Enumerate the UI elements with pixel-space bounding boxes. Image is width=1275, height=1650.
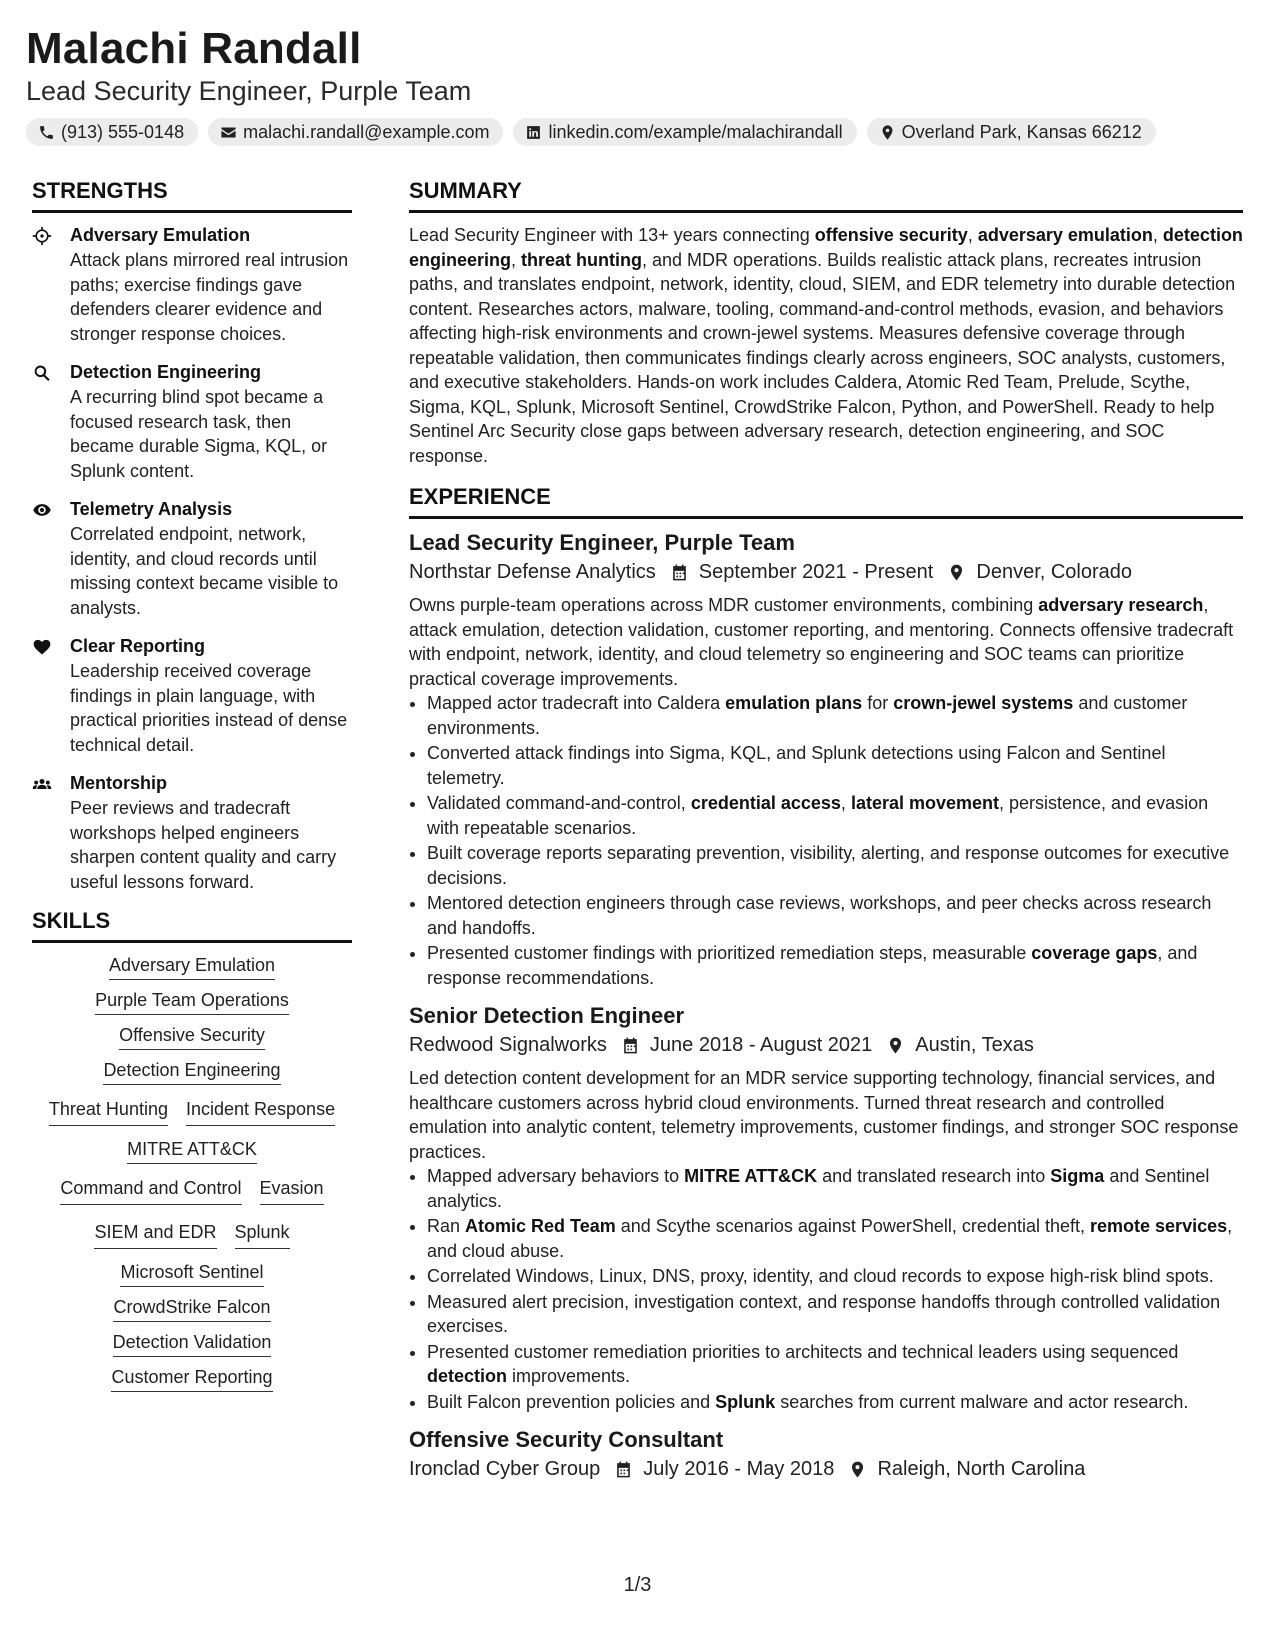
contact-phone[interactable] (26, 118, 198, 146)
job-title: Lead Security Engineer, Purple Team (409, 530, 795, 555)
job-company: Ironclad Cyber Group (409, 1458, 601, 1480)
job-bullets (409, 691, 1243, 990)
job-bullet: • Presented customer findings with prioritized remediation steps, measurable coverage gaps, and response recommendations. (427, 941, 1243, 990)
skill-tag: Detection Validation (113, 1328, 272, 1357)
strength-item (32, 634, 352, 757)
contact-email[interactable] (208, 118, 503, 146)
strength-item (32, 360, 352, 483)
job-bullet: • Mapped adversary behaviors to MITRE ATT&CK and translated research into Sigma and Sentinel analytics. (427, 1164, 1243, 1213)
job-bullet: • Measured alert precision, investigation context, and response handoffs through controlled validation exercises. (427, 1290, 1243, 1339)
skill-tag: Detection Engineering (103, 1056, 280, 1085)
job-company: Northstar Defense Analytics (409, 561, 656, 583)
resume-header (26, 24, 1249, 146)
calendar-icon (614, 1460, 633, 1479)
job-bullet: • Presented customer remediation priorities to architects and technical leaders using sequenced detection improvements. (427, 1340, 1243, 1389)
left-column (32, 178, 352, 1400)
skill-tag: Command and Control (60, 1172, 241, 1205)
contact-linkedin-text: linkedin.com/example/malachirandall (548, 121, 843, 142)
skill-tag: SIEM and EDR (94, 1216, 216, 1249)
skill-tag: Purple Team Operations (95, 986, 289, 1015)
location-pin-icon (879, 124, 896, 141)
job-dates: September 2021 - Present (698, 561, 934, 583)
job-bullet: • Built coverage reports separating prevention, visibility, alerting, and response outcomes for executive decisions. (427, 841, 1243, 890)
job-meta (409, 1454, 1243, 1484)
page-number: 1/3 (623, 1574, 652, 1596)
experience-heading: EXPERIENCE (409, 484, 1243, 519)
job-title: Senior Detection Engineer (409, 1003, 685, 1028)
contact-location-text: Overland Park, Kansas 66212 (901, 121, 1142, 142)
skill-tag: Customer Reporting (111, 1363, 272, 1392)
job-location: Raleigh, North Carolina (877, 1458, 1086, 1480)
calendar-icon (670, 563, 689, 582)
strength-description: Attack plans mirrored real intrusion paths; exercise findings gave defenders clearer evidence and stronger response choices. (70, 250, 349, 344)
strength-title: Detection Engineering (70, 362, 262, 382)
contact-bar (26, 118, 1249, 146)
strength-item (32, 771, 352, 894)
crosshair-icon (32, 226, 52, 246)
strength-title: Adversary Emulation (70, 225, 251, 245)
job-location: Austin, Texas (915, 1034, 1034, 1056)
location-pin-icon (848, 1460, 867, 1479)
location-pin-icon (886, 1036, 905, 1055)
job-description: Owns purple-team operations across MDR customer environments, combining adversary research, attack emulation, detection validation, customer reporting, and mentoring. Connects offensive tradecraft with endpoint, network, identity, and cloud telemetry so engineering and SOC teams can prioritize practical coverage improvements. (409, 595, 1234, 689)
job-location: Denver, Colorado (976, 561, 1133, 583)
skill-tag: Offensive Security (119, 1021, 265, 1050)
users-icon (32, 774, 52, 794)
job-title: Offensive Security Consultant (409, 1427, 724, 1452)
skill-tag: Adversary Emulation (109, 951, 275, 980)
search-icon (32, 363, 52, 383)
skill-tag: Microsoft Sentinel (120, 1258, 263, 1287)
candidate-title: Lead Security Engineer, Purple Team (26, 76, 472, 106)
heart-icon (32, 637, 52, 657)
job-bullet: • Validated command-and-control, credential access, lateral movement, persistence, and evasion with repeatable scenarios. (427, 791, 1243, 840)
job-dates: July 2016 - May 2018 (643, 1458, 835, 1480)
strengths-heading: STRENGTHS (32, 178, 352, 213)
skills-heading: SKILLS (32, 908, 352, 943)
job-bullet: • Mentored detection engineers through case reviews, workshops, and peer checks across research and handoffs. (427, 891, 1243, 940)
eye-icon (32, 500, 52, 520)
job-entry (409, 1002, 1243, 1414)
calendar-icon (621, 1036, 640, 1055)
job-bullet: • Converted attack findings into Sigma, KQL, and Splunk detections using Falcon and Sentinel telemetry. (427, 741, 1243, 790)
skill-tag: Threat Hunting (49, 1093, 168, 1126)
strength-item (32, 497, 352, 620)
contact-location (867, 118, 1156, 146)
envelope-icon (220, 124, 237, 141)
skills-list (32, 953, 352, 1400)
job-meta (409, 1030, 1243, 1060)
job-bullet: • Built Falcon prevention policies and Splunk searches from current malware and actor research. (427, 1390, 1243, 1415)
summary-heading: SUMMARY (409, 178, 1243, 213)
skill-tag: CrowdStrike Falcon (113, 1293, 270, 1322)
job-dates: June 2018 - August 2021 (649, 1034, 873, 1056)
strength-title: Telemetry Analysis (70, 499, 233, 519)
linkedin-icon (525, 124, 542, 141)
contact-linkedin[interactable] (513, 118, 856, 146)
strength-title: Clear Reporting (70, 636, 206, 656)
right-column (409, 178, 1243, 1490)
skill-tag: MITRE ATT&CK (127, 1135, 257, 1164)
skill-tag: Splunk (235, 1216, 290, 1249)
strength-item (32, 223, 352, 346)
job-bullet: • Correlated Windows, Linux, DNS, proxy, identity, and cloud records to expose high-risk blind spots. (427, 1264, 1243, 1289)
contact-phone-text: (913) 555-0148 (61, 121, 185, 142)
strength-description: Leadership received coverage findings in plain language, with practical priorities instead of dense technical detail. (70, 661, 348, 755)
job-entry (409, 1426, 1243, 1484)
phone-icon (38, 124, 55, 141)
skill-tag: Incident Response (186, 1093, 335, 1126)
summary-text: Lead Security Engineer with 13+ years connecting offensive security, adversary emulation, detection engineering, threat hunting, and MDR operations. Builds realistic attack plans, recreates intrusion paths, and translates endpoint, network, identity, cloud, SIEM, and EDR telemetry into durable detection content. Researches actors, malware, tooling, command-and-control methods, evasion, and behaviors affecting high-risk environments and crown-jewel systems. Measures defensive coverage through repeatable validation, then communicates findings clearly across engineers, SOC analysts, customers, and executive stakeholders. Hands-on work includes Caldera, Atomic Red Team, Prelude, Scythe, Sigma, KQL, Splunk, Microsoft Sentinel, CrowdStrike Falcon, Python, and PowerShell. Ready to help Sentinel Arc Security close gaps between adversary research, detection engineering, and SOC response. (409, 225, 1243, 466)
job-bullets (409, 1164, 1243, 1414)
job-meta (409, 557, 1243, 587)
job-company: Redwood Signalworks (409, 1034, 607, 1056)
job-bullet: • Mapped actor tradecraft into Caldera emulation plans for crown-jewel systems and customer environments. (427, 691, 1243, 740)
candidate-name: Malachi Randall (26, 24, 362, 73)
job-bullet: • Ran Atomic Red Team and Scythe scenarios against PowerShell, credential theft, remote services, and cloud abuse. (427, 1214, 1243, 1263)
location-pin-icon (947, 563, 966, 582)
job-entry (409, 529, 1243, 990)
job-description: Led detection content development for an MDR service supporting technology, financial services, and healthcare customers across hybrid cloud environments. Turned threat research and controlled emulation into analytic content, telemetry improvements, customer findings, and stronger SOC response practices. (409, 1068, 1239, 1162)
strength-title: Mentorship (70, 773, 167, 793)
strength-description: A recurring blind spot became a focused research task, then became durable Sigma, KQL, or Splunk content. (70, 387, 328, 481)
strength-description: Correlated endpoint, network, identity, and cloud records until missing context became visible to analysts. (70, 524, 339, 618)
strength-description: Peer reviews and tradecraft workshops helped engineers sharpen content quality and carry useful lessons forward. (70, 798, 337, 892)
skill-tag: Evasion (260, 1172, 324, 1205)
contact-email-text: malachi.randall@example.com (243, 121, 490, 142)
